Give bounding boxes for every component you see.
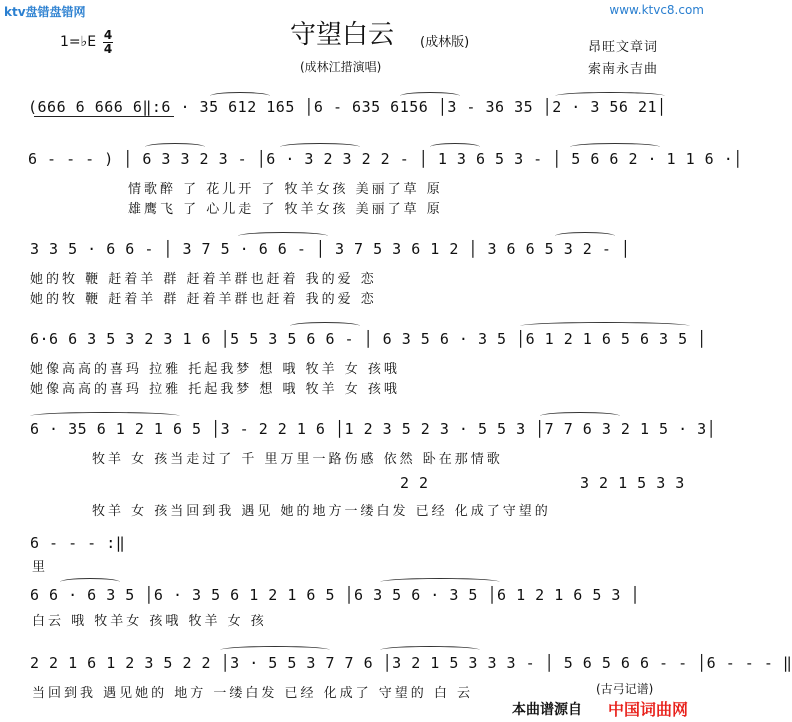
score-row-4: 6·6 6 3 5 3 2 3 1 6 │5 5 3 5 6 6 - │ 6 3 5 6 · 3 5 │6 1 2 1 6 5 6 3 5 │ bbox=[30, 330, 707, 348]
lyric-row-7: 白云 哦 牧羊女 孩哦 牧羊 女 孩 bbox=[32, 614, 267, 629]
lyric-row-8: 当回到我 遇见她的 地方 一缕白发 已经 化成了 守望的 白 云 bbox=[32, 686, 474, 701]
slur-mark bbox=[220, 646, 330, 654]
score-row-2: 6 - - - ) │ 6 3 3 2 3 - │6 · 3 2 3 2 2 - │ 1 3 6 5 3 - │ 5 6 6 2 · 1 1 6 ·│ bbox=[28, 150, 743, 168]
score-row-5: 6 · 35 6 1 2 1 6 5 │3 - 2 2 1 6 │1 2 3 5 2 3 · 5 5 3 │7 7 6 3 2 1 5 · 3│ bbox=[30, 420, 717, 438]
song-version: (成林版) bbox=[420, 35, 470, 50]
song-singer: (成林江措演唱) bbox=[300, 60, 382, 74]
lyric-row-3-verse-2: 她的牧 鞭 赶着羊 群 赶着羊群也赶着 我的爱 恋 bbox=[30, 292, 377, 307]
slur-mark bbox=[210, 92, 270, 100]
site-watermark-right[interactable]: www.ktvc8.com bbox=[609, 3, 704, 17]
alternate-notes-2: 3 2 1 5 3 3 bbox=[580, 474, 685, 492]
slur-mark bbox=[238, 232, 328, 240]
slur-mark bbox=[380, 646, 480, 654]
slur-mark bbox=[380, 578, 500, 586]
footer-site-logo[interactable]: 中国词曲网 bbox=[608, 700, 689, 719]
time-signature-top: 4 bbox=[103, 28, 113, 42]
key-signature: 1=♭E bbox=[60, 34, 97, 50]
slur-mark bbox=[555, 232, 615, 240]
lyric-row-3-verse-1: 她的牧 鞭 赶着羊 群 赶着羊群也赶着 我的爱 恋 bbox=[30, 272, 377, 287]
lyric-row-5-verse-2: 牧羊 女 孩当回到我 遇见 她的地方一缕白发 已经 化成了守望的 bbox=[92, 504, 551, 519]
alternate-notes-1: 2 2 bbox=[400, 474, 429, 492]
slur-mark bbox=[290, 322, 360, 330]
scribe-credit: (古弓记谱) bbox=[596, 682, 654, 696]
lyric-row-4-verse-1: 她像高高的喜玛 拉雅 托起我梦 想 哦 牧羊 女 孩哦 bbox=[30, 362, 400, 377]
lyric-row-2-verse-1: 情歌醉 了 花儿开 了 牧羊女孩 美丽了草 原 bbox=[128, 182, 443, 197]
slur-mark bbox=[30, 412, 180, 420]
time-signature bbox=[103, 30, 113, 55]
lyric-row-5-verse-1: 牧羊 女 孩当走过了 千 里万里一路伤感 依然 卧在那情歌 bbox=[92, 452, 503, 467]
site-watermark-left: ktv盘错盘错网 bbox=[4, 5, 86, 19]
slur-mark bbox=[145, 143, 205, 151]
slur-mark bbox=[540, 412, 620, 420]
score-row-7: 6 6 · 6 3 5 │6 · 3 5 6 1 2 1 6 5 │6 3 5 6 · 3 5 │6 1 2 1 6 5 3 │ bbox=[30, 586, 640, 604]
beam-line bbox=[34, 116, 174, 117]
slur-mark bbox=[60, 578, 120, 586]
slur-mark bbox=[280, 143, 360, 151]
slur-mark bbox=[570, 143, 660, 151]
score-row-1: (666 6 666 6‖:6 · 35 612 165 │6 - 635 6156 │3 - 36 35 │2 · 3 56 21│ bbox=[28, 98, 667, 116]
composer-credit: 索南永吉曲 bbox=[588, 62, 659, 77]
slur-mark bbox=[520, 322, 690, 330]
slur-mark bbox=[430, 143, 480, 151]
lyric-row-6: 里 bbox=[32, 560, 49, 575]
score-row-8: 2 2 1 6 1 2 3 5 2 2 │3 · 5 5 3 7 7 6 │3 2 1 5 3 3 3 - │ 5 6 5 6 6 - - │6 - - - ‖ bbox=[30, 654, 792, 672]
footer-source-label: 本曲谱源自 bbox=[512, 702, 582, 718]
song-title: 守望白云 bbox=[290, 20, 395, 50]
lyric-row-2-verse-2: 雄鹰飞 了 心儿走 了 牧羊女孩 美丽了草 原 bbox=[128, 202, 443, 217]
time-signature-bottom: 4 bbox=[103, 42, 113, 56]
lyric-row-4-verse-2: 她像高高的喜玛 拉雅 托起我梦 想 哦 牧羊 女 孩哦 bbox=[30, 382, 400, 397]
lyricist-credit: 昂旺文章词 bbox=[588, 40, 659, 55]
slur-mark bbox=[555, 92, 665, 100]
score-row-6: 6 - - - :‖ bbox=[30, 534, 126, 552]
score-row-3: 3 3 5 · 6 6 - │ 3 7 5 · 6 6 - │ 3 7 5 3 6 1 2 │ 3 6 6 5 3 2 - │ bbox=[30, 240, 631, 258]
slur-mark bbox=[400, 92, 460, 100]
